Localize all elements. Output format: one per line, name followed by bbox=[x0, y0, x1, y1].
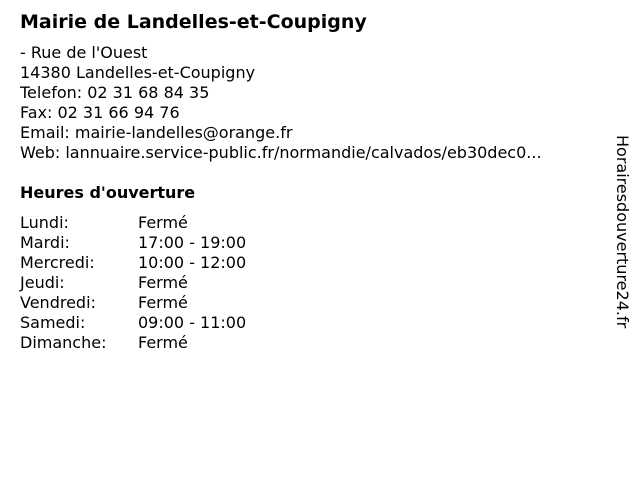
address-city: 14380 Landelles-et-Coupigny bbox=[20, 63, 256, 82]
day-label: Vendredi: bbox=[20, 293, 96, 312]
address-street: - Rue de l'Ouest bbox=[20, 43, 148, 62]
hours-row-sunday bbox=[20, 333, 246, 353]
hours-row-wednesday bbox=[20, 253, 246, 273]
site-brand-label: Horairesdouverture24.fr bbox=[613, 135, 632, 329]
contact-block bbox=[20, 43, 542, 163]
day-label: Dimanche: bbox=[20, 333, 107, 352]
day-label: Jeudi: bbox=[20, 273, 65, 292]
day-hours: Fermé bbox=[138, 293, 188, 312]
hours-row-thursday bbox=[20, 273, 246, 293]
day-hours: 17:00 - 19:00 bbox=[138, 233, 247, 252]
day-hours: Fermé bbox=[138, 213, 188, 232]
day-hours: 09:00 - 11:00 bbox=[138, 313, 247, 332]
day-hours: Fermé bbox=[138, 273, 188, 292]
day-hours: 10:00 - 12:00 bbox=[138, 253, 247, 272]
website-link[interactable]: Web: lannuaire.service-public.fr/normandie/calvados/eb30dec0... bbox=[20, 143, 542, 162]
hours-row-saturday bbox=[20, 313, 246, 333]
phone-number: Telefon: 02 31 68 84 35 bbox=[20, 83, 210, 102]
day-label: Mardi: bbox=[20, 233, 70, 252]
page-title: Mairie de Landelles-et-Coupigny bbox=[20, 11, 367, 33]
day-hours: Fermé bbox=[138, 333, 188, 352]
day-label: Mercredi: bbox=[20, 253, 95, 272]
fax-number: Fax: 02 31 66 94 76 bbox=[20, 103, 180, 122]
hours-row-friday bbox=[20, 293, 246, 313]
opening-hours-list bbox=[20, 213, 246, 353]
email-address: Email: mairie-landelles@orange.fr bbox=[20, 123, 293, 142]
day-label: Samedi: bbox=[20, 313, 86, 332]
hours-row-tuesday bbox=[20, 233, 246, 253]
day-label: Lundi: bbox=[20, 213, 69, 232]
hours-row-monday bbox=[20, 213, 246, 233]
hours-heading: Heures d'ouverture bbox=[20, 183, 196, 202]
